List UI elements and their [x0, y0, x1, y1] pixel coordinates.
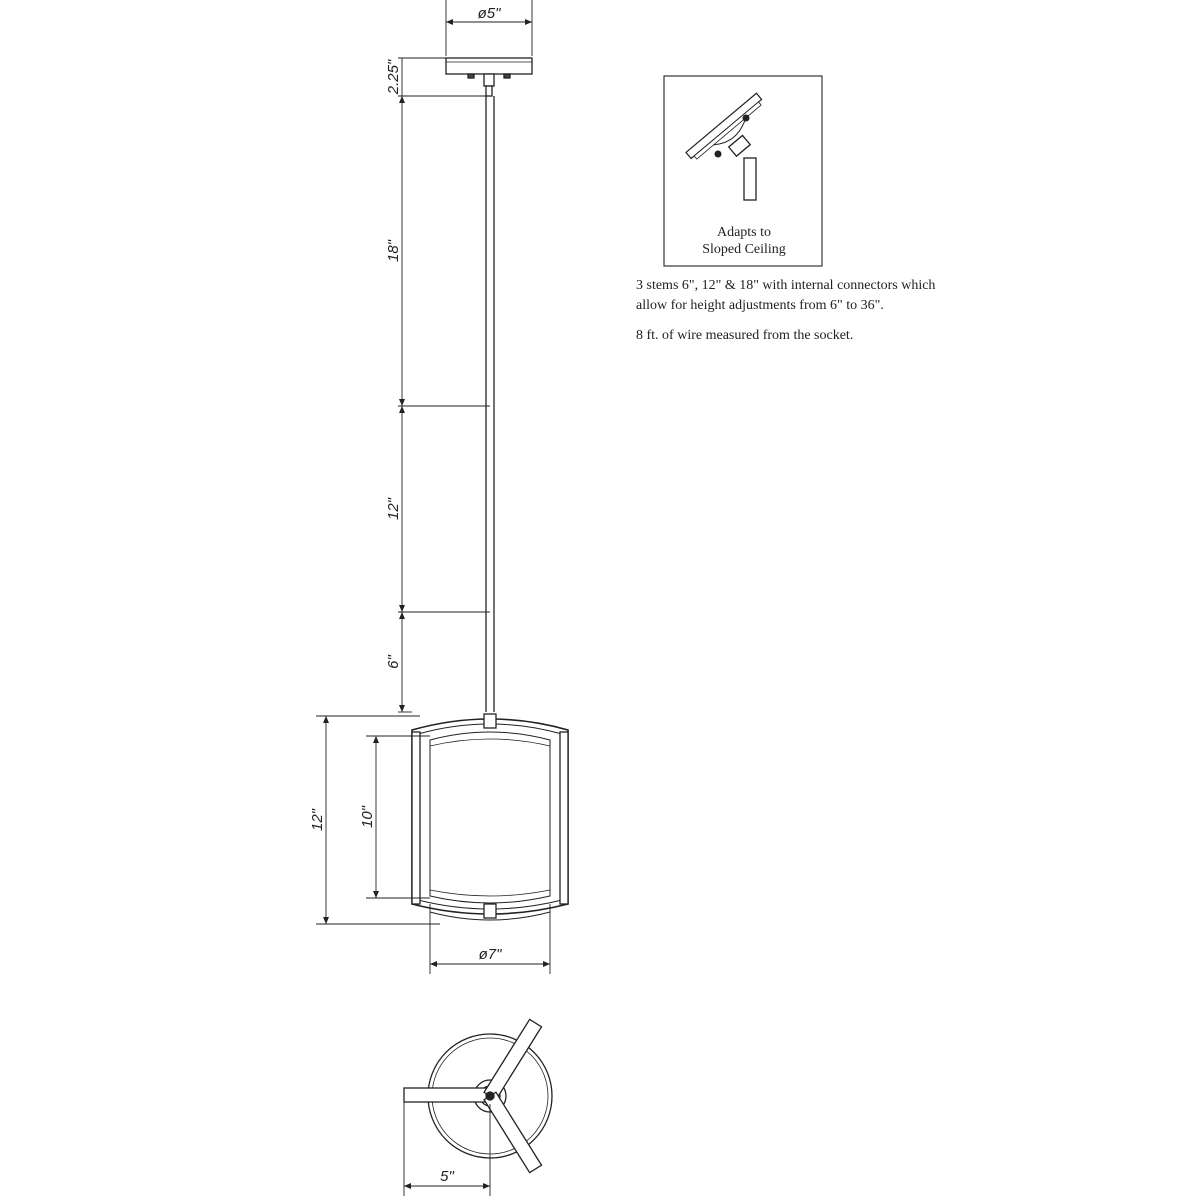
spec-notes	[636, 276, 936, 356]
shade-inner-height-label: 10"	[359, 805, 376, 829]
sloped-ceiling-caption-line1: Adapts to	[716, 225, 772, 240]
stem-dimensions	[398, 96, 490, 712]
bottom-width-label: 5"	[440, 1168, 454, 1185]
stem-6-label: 6"	[385, 655, 402, 669]
stem-12-label: 12"	[385, 497, 402, 521]
stems-note: 3 stems 6", 12" & 18" with internal connectors which allow for height adjustments from 6" to 36".	[636, 278, 936, 313]
stem	[486, 96, 494, 712]
bottom-view	[404, 1019, 552, 1172]
wire-note: 8 ft. of wire measured from the socket.	[636, 328, 854, 343]
stem-18-label: 18"	[385, 239, 402, 263]
shade-diameter-label: ø7"	[478, 946, 502, 963]
canopy-height-label: 2.25"	[385, 59, 402, 95]
sloped-ceiling-caption-line2: Sloped Ceiling	[702, 242, 786, 257]
shade-frame	[412, 714, 568, 920]
shade-total-height-label: 12"	[309, 808, 326, 832]
canopy	[446, 58, 532, 96]
sloped-ceiling-caption	[664, 224, 824, 258]
canopy-diameter-label: ø5"	[477, 5, 501, 22]
